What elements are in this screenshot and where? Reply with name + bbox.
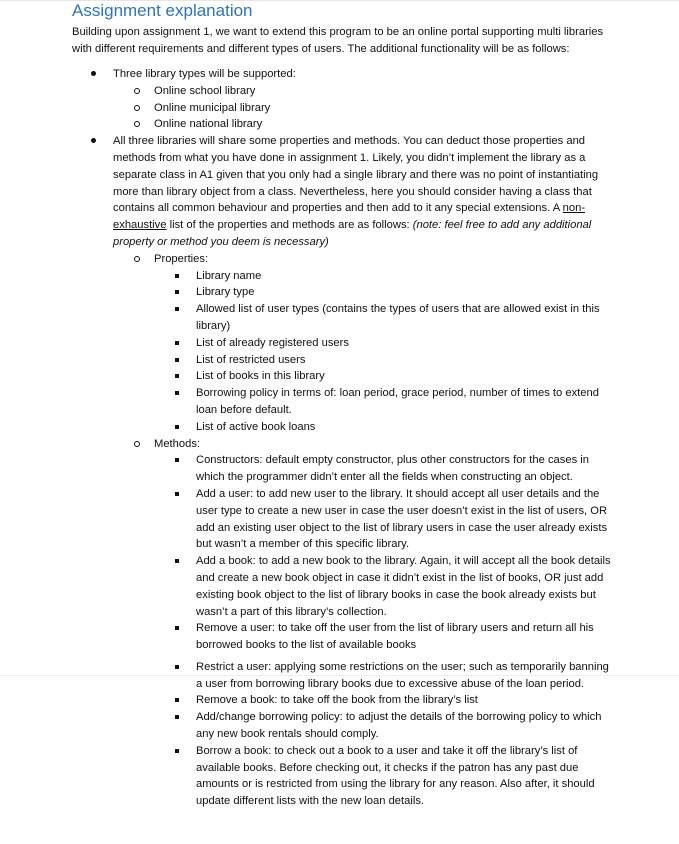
method-text: Constructors: default empty constructor, plus other constructors for the cases in which the programmer didn’t enter all the fields when constructing an object. xyxy=(196,454,589,484)
properties-heading xyxy=(72,251,624,268)
property-text: List of active book loans xyxy=(196,420,316,433)
property-item xyxy=(72,284,616,301)
library-type-label: Online municipal library xyxy=(154,101,271,114)
bullet-marker xyxy=(91,71,96,76)
bullet-marker xyxy=(91,138,96,143)
property-text: Library type xyxy=(196,286,255,299)
square-bullet-marker xyxy=(175,290,179,294)
property-item xyxy=(72,385,616,419)
square-bullet-marker xyxy=(175,559,179,563)
square-bullet-marker xyxy=(175,458,179,462)
property-text: List of already registered users xyxy=(196,336,349,349)
square-bullet-marker xyxy=(175,307,179,311)
bullet-library-types xyxy=(72,66,613,83)
square-bullet-marker xyxy=(175,374,179,378)
method-item xyxy=(72,620,616,654)
square-bullet-marker xyxy=(175,626,179,630)
list-item xyxy=(72,83,624,100)
property-text: Borrowing policy in terms of: loan period, grace period, number of times to extend loan before default. xyxy=(196,387,599,416)
square-bullet-marker xyxy=(175,358,179,362)
method-text: Add/change borrowing policy: to adjust the details of the borrowing policy to which any new book rentals should comply. xyxy=(196,711,602,741)
square-bullet-marker xyxy=(175,715,179,719)
list-item xyxy=(72,116,624,133)
methods-heading xyxy=(72,436,624,453)
methods-label: Methods: xyxy=(154,437,201,450)
library-type-label: Online school library xyxy=(154,84,256,97)
method-text: Remove a book: to take off the book from the library’s list xyxy=(196,694,478,707)
page-break-line xyxy=(0,675,679,676)
method-item xyxy=(72,486,616,553)
intro-paragraph: Building upon assignment 1, we want to extend this program to be an online portal supporting multi libraries with different requirements and different types of users. The additional functionality will be as follows: xyxy=(72,26,604,55)
method-item xyxy=(72,553,616,620)
square-bullet-marker xyxy=(175,749,179,753)
list-item xyxy=(72,100,624,117)
circle-bullet-marker xyxy=(134,88,140,94)
square-bullet-marker xyxy=(175,391,179,395)
method-item xyxy=(72,452,616,486)
property-item xyxy=(72,368,616,385)
method-text: Add a user: to add new user to the library. It should accept all user details and the user type to create a new user in case the user doesn’t exist in the list of users, OR add an existing user object to the list of library users in case the user already exists but wasn’t a member of this specific library. xyxy=(196,487,608,551)
underlined-term: non-exhaustive xyxy=(113,202,586,232)
property-item xyxy=(72,419,616,436)
section-heading: Assignment explanation xyxy=(72,1,253,20)
method-text: Borrow a book: to check out a book to a user and take it off the library’s list of available books. Before checking out, it checks if the patron has any past due amounts or is restricted from using the library for any reason. Also after, it should update different lists with the new loan details. xyxy=(196,744,595,808)
bullet-text: Three library types will be supported: xyxy=(113,68,296,80)
method-item xyxy=(72,692,616,709)
bullet-text-continued: list of the properties and methods are as follows: xyxy=(166,219,413,232)
bullet-shared-properties xyxy=(72,133,613,251)
library-type-label: Online national library xyxy=(154,118,263,131)
properties-label: Properties: xyxy=(154,252,209,265)
square-bullet-marker xyxy=(175,341,179,345)
document-page xyxy=(72,0,672,810)
property-item xyxy=(72,335,616,352)
property-text: List of books in this library xyxy=(196,370,325,383)
property-item xyxy=(72,268,616,285)
bullet-text: All three libraries will share some properties and methods. You can deduct those properties and methods from what you have done in assignment 1. Likely, you didn’t implement the library as a separate class in A1 given that you only had a single library and there was no point of instantiating more than library object from a class. Nevertheless, here you should consider having a class that contains all common behaviour and properties and then add to it any special extensions. A xyxy=(113,135,599,215)
circle-bullet-marker xyxy=(134,121,140,127)
method-text: Restrict a user: applying some restrictions on the user; such as temporarily banning a user from borrowing library books due to excessive abuse of the loan period. xyxy=(196,660,609,690)
square-bullet-marker xyxy=(175,274,179,278)
square-bullet-marker xyxy=(175,492,179,496)
square-bullet-marker xyxy=(175,665,179,669)
italic-note: (note: feel free to add any additional property or method you deem is necessary) xyxy=(113,219,592,248)
method-item xyxy=(72,709,616,743)
method-text: Add a book: to add a new book to the library. Again, it will accept all the book details and create a new book object in case it didn’t exist in the list of books, OR just add existing book object to the list of library books in case the book already exists but wasn’t a part of this library’s collection. xyxy=(196,555,611,618)
circle-bullet-marker xyxy=(134,256,140,262)
square-bullet-marker xyxy=(175,698,179,702)
property-item xyxy=(72,352,616,369)
circle-bullet-marker xyxy=(134,105,140,111)
square-bullet-marker xyxy=(175,425,179,429)
property-text: Allowed list of user types (contains the types of users that are allowed exist in this library) xyxy=(196,303,600,332)
property-text: Library name xyxy=(196,269,262,282)
circle-bullet-marker xyxy=(134,441,140,447)
property-text: List of restricted users xyxy=(196,353,306,366)
method-item xyxy=(72,743,616,810)
property-item xyxy=(72,301,616,335)
method-text: Remove a user: to take off the user from the list of library users and return all his borrowed books to the list of available books xyxy=(196,622,594,652)
